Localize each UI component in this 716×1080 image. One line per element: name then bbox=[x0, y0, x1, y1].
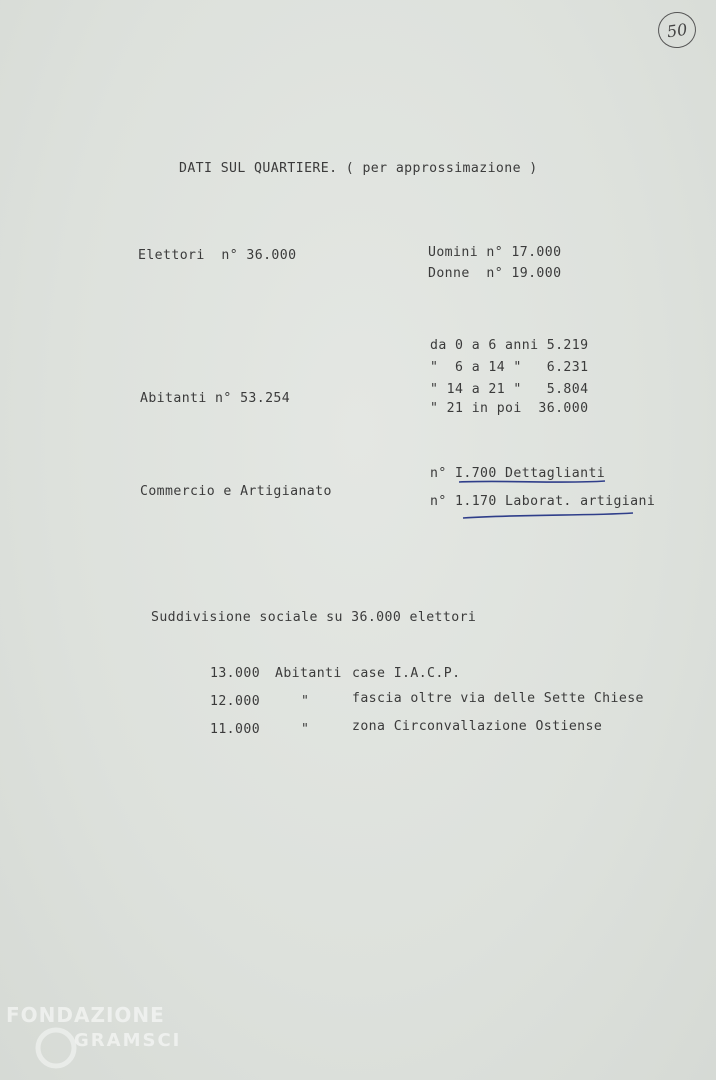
row-2-ditto: " bbox=[301, 722, 310, 737]
underline-laborat bbox=[463, 513, 633, 518]
elettori-label: Elettori n° 36.000 bbox=[138, 248, 297, 263]
row-0-ditto: Abitanti bbox=[275, 666, 342, 681]
row-1-ditto: " bbox=[301, 694, 310, 709]
age-row-1: " 6 a 14 " 6.231 bbox=[430, 360, 589, 375]
row-1-desc: fascia oltre via delle Sette Chiese bbox=[352, 691, 644, 706]
row-2-num: 11.000 bbox=[210, 722, 261, 737]
suddivisione-heading: Suddivisione sociale su 36.000 elettori bbox=[151, 610, 477, 625]
fondazione-gramsci-watermark bbox=[4, 1000, 184, 1070]
page-number-circle bbox=[656, 10, 699, 51]
page-number: 50 bbox=[665, 19, 689, 41]
handwritten-underlines bbox=[455, 478, 655, 528]
row-2-desc: zona Circonvallazione Ostiense bbox=[352, 719, 603, 734]
row-0-desc: case I.A.C.P. bbox=[352, 666, 461, 681]
underline-dettaglianti bbox=[459, 481, 605, 482]
commercio-label: Commercio e Artigianato bbox=[140, 484, 332, 499]
abitanti-label: Abitanti n° 53.254 bbox=[140, 391, 291, 406]
age-row-0: da 0 a 6 anni 5.219 bbox=[430, 338, 589, 353]
watermark-line-2: GRAMSCI bbox=[74, 1030, 182, 1051]
donne-count: Donne n° 19.000 bbox=[428, 266, 562, 281]
row-0-num: 13.000 bbox=[210, 666, 261, 681]
watermark-g-circle bbox=[38, 1030, 74, 1066]
uomini-count: Uomini n° 17.000 bbox=[428, 245, 562, 260]
age-row-2: " 14 a 21 " 5.804 bbox=[430, 382, 589, 397]
document-title: DATI SUL QUARTIERE. ( per approssimazione ) bbox=[179, 161, 538, 176]
watermark-line-1: FONDAZIONE bbox=[6, 1003, 165, 1027]
age-row-3: " 21 in poi 36.000 bbox=[430, 401, 589, 416]
dettaglianti-count: n° I.700 Dettaglianti bbox=[430, 466, 606, 481]
row-1-num: 12.000 bbox=[210, 694, 261, 709]
laborat-count: n° 1.170 Laborat. artigiani bbox=[430, 494, 656, 509]
